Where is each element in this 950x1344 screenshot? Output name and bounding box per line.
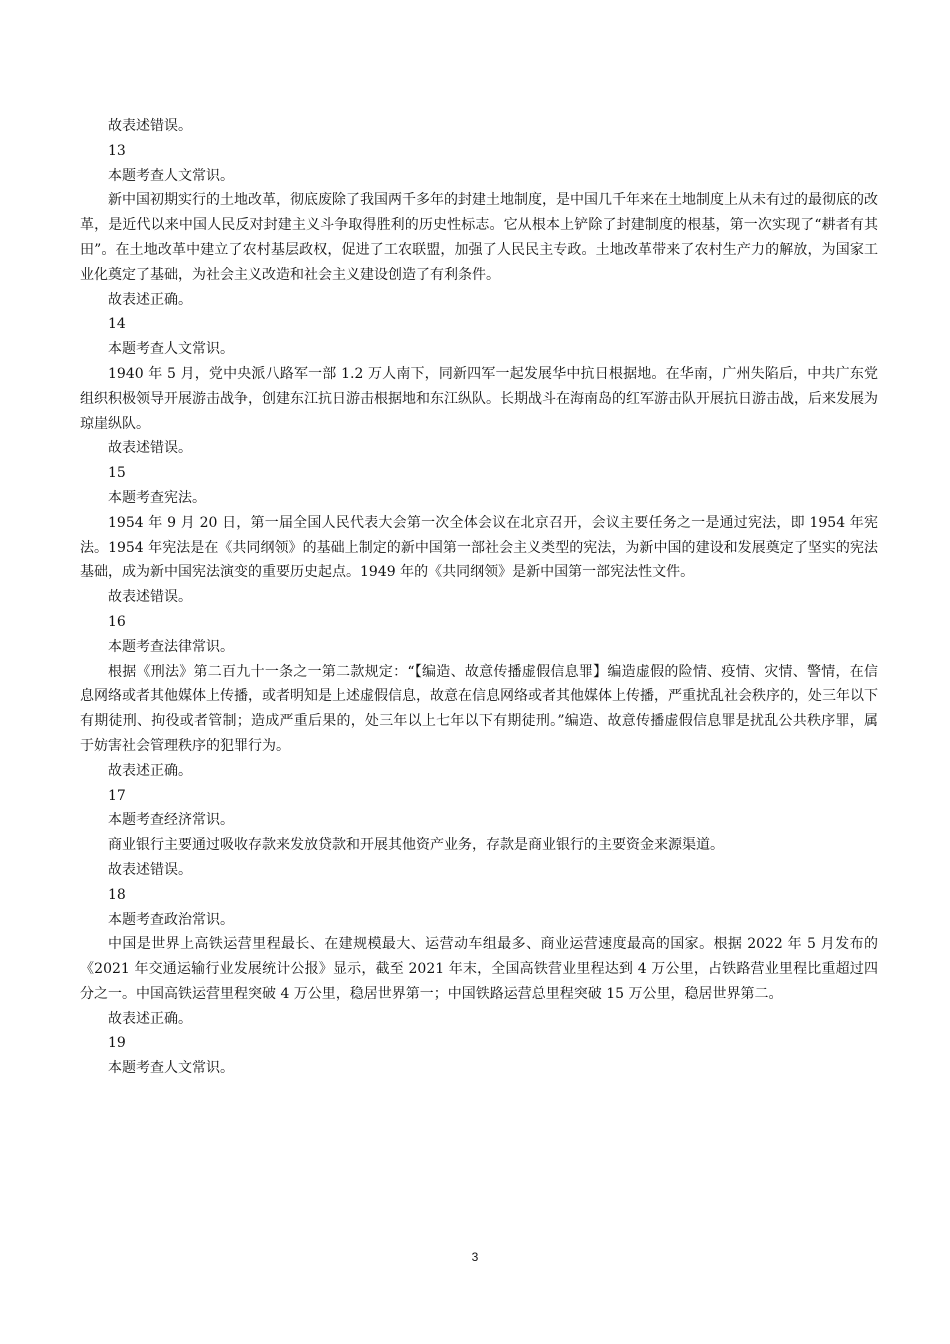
paragraph: 故表述正确。 [108,1010,192,1027]
paragraph: 故表述错误。 [108,589,192,606]
question-number: 18 [108,886,126,903]
paragraph: 本题考查法律常识。 [108,638,234,655]
paragraph: 根据《刑法》第二百九十一条之一第二款规定：“【编造、故意传播虚假信息罪】编造虚假的险情、疫情、灾情、警情，在信息网络或者其他媒体上传播，或者明知是上述虚假信息，故意在信息网络或者其他媒体上传播，严重扰乱社会秩序的，处三年以下有期徒刑、拘役或者管制；造成严重后果的，处三年以上七年以下有期徒刑。”编造、故意传播虚假信息罪是扰乱公共秩序罪，属于妨害社会管理秩序的犯罪行为。 [80,663,878,754]
page-number: 3 [471,1250,479,1264]
paragraph: 本题考查政治常识。 [108,911,234,928]
paragraph: 商业银行主要通过吸收存款来发放贷款和开展其他资产业务，存款是商业银行的主要资金来源渠道。 [108,837,724,854]
paragraph: 故表述正确。 [108,762,192,779]
question-number: 19 [108,1035,126,1052]
paragraph: 故表述错误。 [108,118,192,134]
question-number: 14 [108,316,126,333]
document-body [80,114,878,1081]
paragraph: 1940 年 5 月，党中央派八路军一部 1.2 万人南下，同新四军一起发展华中抗日根据地。在华南，广州失陷后，中共广东党组织积极领导开展游击战争，创建东江抗日游击根据地和东江纵队。长期战斗在海南岛的红军游击队开展抗日游击战，后来发展为琼崖纵队。 [80,365,878,432]
paragraph: 故表述正确。 [108,291,192,308]
paragraph: 故表述错误。 [108,440,192,457]
paragraph: 新中国初期实行的土地改革，彻底废除了我国两千多年的封建土地制度，是中国几千年来在土地制度上从未有过的最彻底的改革，是近代以来中国人民反对封建主义斗争取得胜利的历史性标志。它从根本上铲除了封建制度的根基，第一次实现了“耕者有其田”。在土地改革中建立了农村基层政权，促进了工农联盟，加强了人民民主专政。土地改革带来了农村生产力的解放，为国家工业化奠定了基础，为社会主义改造和社会主义建设创造了有利条件。 [80,192,878,283]
paragraph: 故表述错误。 [108,861,192,878]
paragraph: 1954 年 9 月 20 日，第一届全国人民代表大会第一次全体会议在北京召开，会议主要任务之一是通过宪法，即 1954 年宪法。1954 年宪法是在《共同纲领》的基础上制定的新中国第一部社会主义类型的宪法，为新中国的建设和发展奠定了坚实的宪法基础，成为新中国宪法演变的重要历史起点。1949 年的《共同纲领》是新中国第一部宪法性文件。 [80,514,878,581]
paragraph: 本题考查人文常识。 [108,1060,234,1077]
paragraph: 中国是世界上高铁运营里程最长、在建规模最大、运营动车组最多、商业运营速度最高的国家。根据 2022 年 5 月发布的《2021 年交通运输行业发展统计公报》显示，截至 2021 年末，全国高铁营业里程达到 4 万公里，占铁路营业里程比重超过四分之一。中国高铁运营里程突破 4 万公里，稳居世界第一；中国铁路运营总里程突破 15 万公里，稳居世界第二。 [80,936,878,1002]
question-number: 13 [108,142,126,159]
paragraph: 本题考查宪法。 [108,489,206,506]
paragraph: 本题考查经济常识。 [108,812,234,829]
question-number: 16 [108,613,126,630]
question-number: 17 [108,787,126,804]
paragraph: 本题考查人文常识。 [108,167,234,184]
question-number: 15 [108,465,126,482]
paragraph: 本题考查人文常识。 [108,341,234,358]
